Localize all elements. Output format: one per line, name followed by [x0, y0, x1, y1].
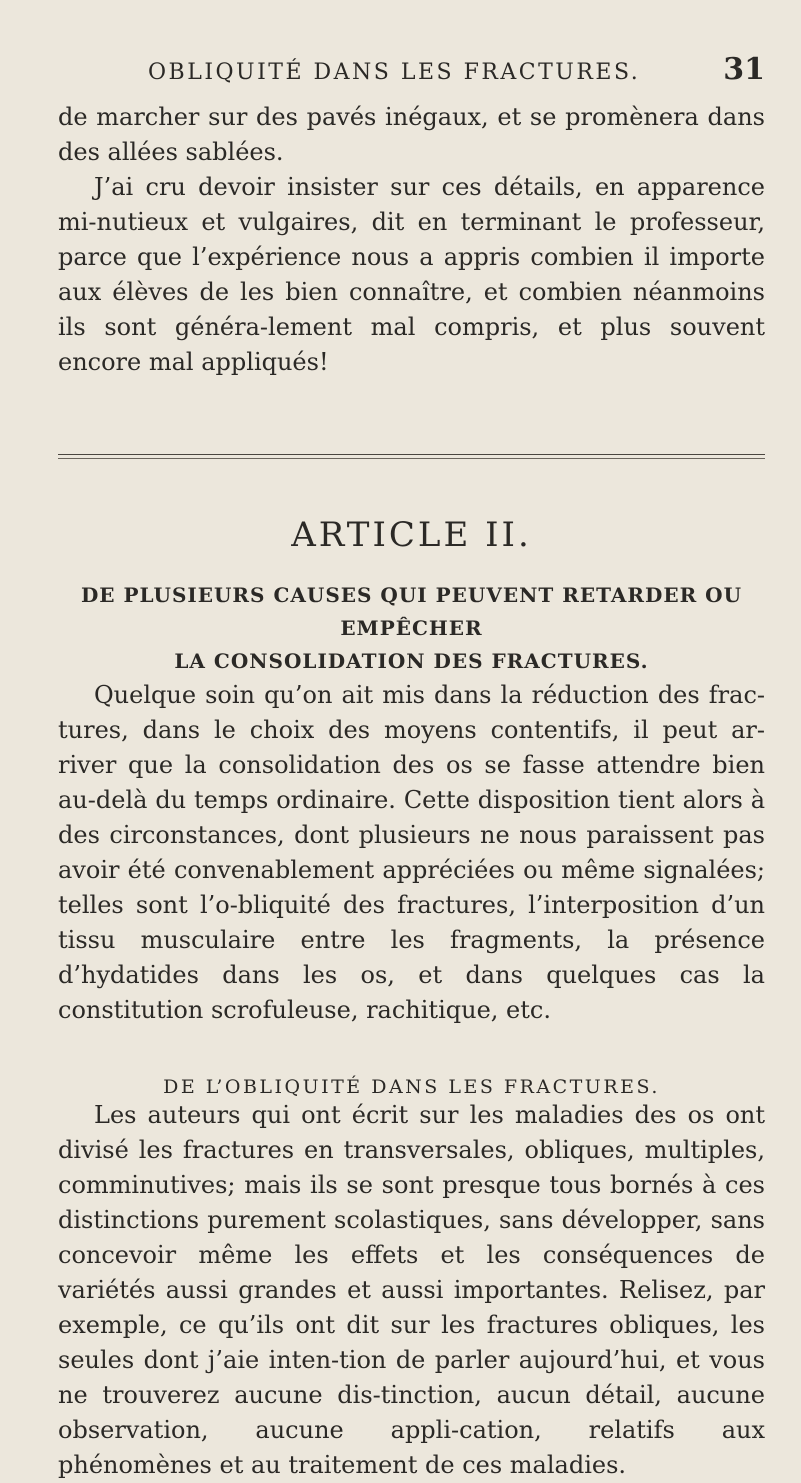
article-subtitle-line-1: DE PLUSIEURS CAUSES QUI PEUVENT RETARDER OU EMPÊCHER: [80, 583, 743, 640]
running-title: OBLIQUITÉ DANS LES FRACTURES.: [148, 60, 641, 85]
article-subtitle-line-2: LA CONSOLIDATION DES FRACTURES.: [174, 649, 649, 673]
section-paragraph: Les auteurs qui ont écrit sur les maladies des os ont divisé les fractures en transversales, obliques, multiples, comminutives; mais ils se sont presque tous bornés à ces distinctions purement scolastiques, sans développer, sans concevoir même les effets et les conséquences de variétés aussi grandes et aussi importantes. Relisez, par exemple, ce qu’ils ont dit sur les fractures obliques, les seules dont j’aie inten-tion de parler aujourd’hui, et vous ne trouverez aucune dis-tinction, aucun détail, aucune observation, aucune appli-cation, relatifs aux phénomènes et au traitement de ces maladies.: [58, 1101, 765, 1479]
running-head: [58, 50, 765, 90]
article-subtitle: [58, 579, 765, 678]
article-heading: ARTICLE II.: [291, 515, 532, 555]
section-divider-rule: [58, 454, 765, 459]
closing-paragraph: J’ai cru devoir insister sur ces détails, en apparence mi-nutieux et vulgaires, dit en terminant le professeur, parce que l’expérience nous a appris combien il importe aux élèves de les bien connaître, et combien néanmoins ils sont généra-lement mal compris, et plus souvent encore mal appliqués!: [58, 173, 765, 376]
article-intro-paragraph: Quelque soin qu’on ait mis dans la réduction des frac-tures, dans le choix des moyens contentifs, il peut ar-river que la consolidation des os se fasse attendre bien au-delà du temps ordinaire. Cette disposition tient alors à des circonstances, dont plusieurs ne nous paraissent pas avoir été convenablement appréciées ou même signalées; telles sont l’o-bliquité des fractures, l’interposition d’un tissu musculaire entre les fragments, la présence d’hydatides dans les os, et dans quelques cas la constitution scrofuleuse, rachitique, etc.: [58, 681, 765, 1024]
continued-paragraph: de marcher sur des pavés inégaux, et se promènera dans des allées sablées.: [58, 103, 765, 166]
section-heading: DE L’OBLIQUITÉ DANS LES FRACTURES.: [163, 1076, 660, 1098]
page-number: 31: [723, 52, 765, 87]
